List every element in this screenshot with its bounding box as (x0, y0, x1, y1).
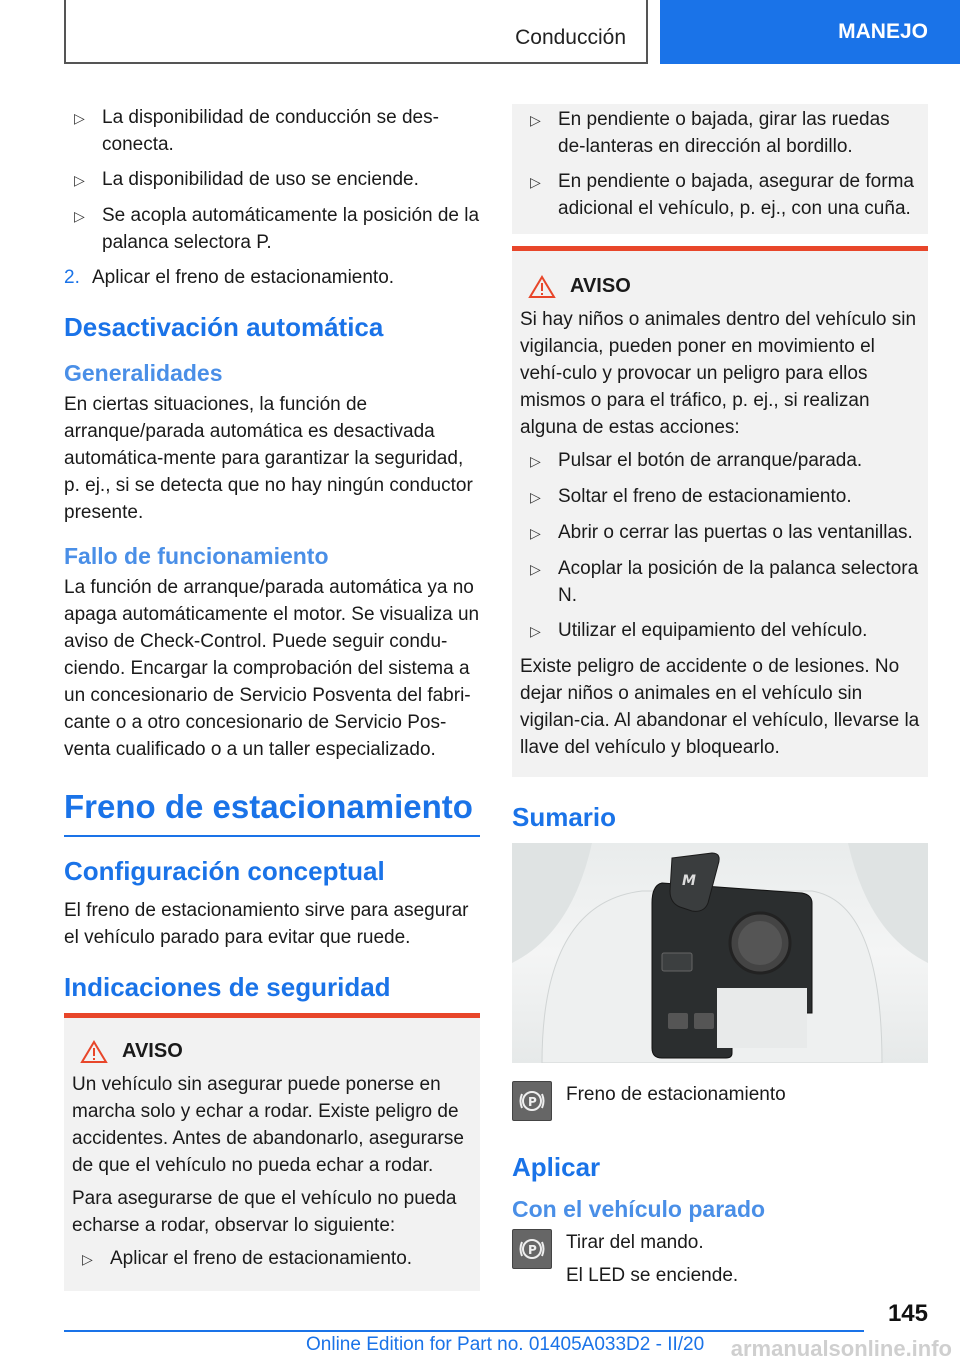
header-section-box (64, 0, 648, 64)
list-item (520, 168, 920, 222)
warning-title-text: AVISO (570, 275, 631, 297)
list-item-text: Se acopla automáticamente la posición de la palanca selectora P. (102, 205, 480, 253)
figure-caption-row (512, 1081, 928, 1121)
list-item (520, 555, 920, 609)
list-item (520, 519, 920, 547)
warning-title (72, 1038, 472, 1065)
triangle-bullet-icon: ▷ (530, 112, 541, 128)
warning-title-text: AVISO (122, 1040, 183, 1062)
heading-aplicar: Aplicar (512, 1152, 601, 1182)
list-item (64, 104, 480, 158)
list-item (520, 617, 920, 645)
triangle-bullet-icon: ▷ (74, 110, 85, 126)
warning-paragraph: Para asegurarse de que el vehículo no pueda echarse a rodar, observar lo siguiente: (72, 1188, 457, 1236)
triangle-bullet-icon: ▷ (530, 453, 541, 469)
list-item-text: La disponibilidad de uso se enciende. (102, 169, 419, 190)
paragraph-fallo: La función de arranque/parada automática ya no apaga automáticamente el motor. Se visualiza un aviso de Check-Control. Puede seguir condu-ciendo. Encargar la comprobación del sistema a un concesionario de Servicio Posventa del fabri-cante o a otro concesionario de Servicio Pos-venta cualificado o a un taller especializado. (64, 577, 480, 760)
list-item-text: Utilizar el equipamiento del vehículo. (558, 620, 868, 641)
figure-caption: Freno de estacionamiento (566, 1084, 786, 1105)
center-console-figure (512, 843, 928, 1063)
step-result: El LED se enciende. (566, 1265, 739, 1286)
heading-configuracion: Configuración conceptual (64, 856, 385, 886)
header-chapter-label: MANEJO (838, 20, 928, 43)
list-item-text: Aplicar el freno de estacionamiento. (110, 1248, 413, 1269)
step-number: 2. (64, 267, 80, 288)
svg-text:P: P (528, 1243, 537, 1257)
list-item-text: La disponibilidad de conducción se des-conecta. (102, 107, 439, 155)
triangle-bullet-icon: ▷ (530, 489, 541, 505)
numbered-step (64, 264, 480, 291)
left-column (64, 104, 480, 1291)
triangle-bullet-icon: ▷ (530, 561, 541, 577)
triangle-bullet-icon: ▷ (530, 623, 541, 639)
step-text-block (566, 1229, 738, 1295)
warning-title (520, 273, 920, 300)
header-section-title: Conducción (515, 26, 626, 49)
list-item (72, 1245, 472, 1273)
heading-fallo: Fallo de funcionamiento (64, 543, 329, 569)
heading-vehiculo-parado: Con el vehículo parado (512, 1196, 766, 1222)
watermark: armanualsonline.info (730, 1336, 952, 1361)
triangle-bullet-icon: ▷ (82, 1251, 93, 1267)
list-item (64, 202, 480, 256)
svg-text:P: P (528, 1095, 537, 1109)
heading-sumario: Sumario (512, 802, 617, 832)
list-item-text: En pendiente o bajada, asegurar de forma adicional el vehículo, p. ej., con una cuña. (558, 171, 914, 219)
warning-paragraph: Existe peligro de accidente o de lesiones. No dejar niños o animales en el vehículo sin vigilan-cia. Al abandonar el vehículo, llevarse la llave del vehículo y bloquearlo. (520, 656, 920, 758)
triangle-bullet-icon: ▷ (530, 525, 541, 541)
footer-edition: Online Edition for Part no. 01405A033D2 - II/20 (306, 1334, 705, 1355)
svg-text:M: M (682, 873, 696, 889)
list-item (520, 483, 920, 511)
paragraph-configuracion: El freno de estacionamiento sirve para asegurar el vehículo parado para evitar que ruede. (64, 900, 469, 948)
warning-triangle-icon (528, 275, 556, 299)
triangle-bullet-icon: ▷ (530, 174, 541, 190)
list-item-text: En pendiente o bajada, girar las ruedas de-lanteras en dirección al bordillo. (558, 109, 890, 157)
heading-generalidades: Generalidades (64, 360, 223, 386)
step-text: Aplicar el freno de estacionamiento. (92, 267, 395, 288)
warning-paragraph: Si hay niños o animales dentro del vehículo sin vigilancia, pueden poner en movimiento el vehí-culo y provocar un peligro para ellos mismos o para el tráfico, p. ej., si realizan alguna de estas acciones: (520, 309, 917, 438)
warning-box (512, 246, 928, 777)
heading-freno-estacionamiento: Freno de estacionamiento (64, 787, 480, 837)
parking-brake-icon (512, 1229, 552, 1269)
header-chapter-tab[interactable] (660, 0, 960, 64)
heading-indicaciones: Indicaciones de seguridad (64, 972, 391, 1002)
triangle-bullet-icon: ▷ (74, 172, 85, 188)
heading-desactivacion: Desactivación automática (64, 312, 384, 342)
warning-paragraph: Un vehículo sin asegurar puede ponerse en marcha solo y echar a rodar. Existe peligro de accidentes. Antes de abandonarlo, asegurarse de que el vehículo no pueda echar a rodar. (72, 1074, 464, 1176)
list-item-text: Acoplar la posición de la palanca selectora N. (558, 558, 919, 606)
list-item (64, 166, 480, 194)
center-console-illustration (512, 843, 928, 1063)
list-item-text: Pulsar el botón de arranque/parada. (558, 450, 863, 471)
paragraph-generalidades: En ciertas situaciones, la función de arranque/parada automática es desactivada automática-mente para garantizar la seguridad, p. ej., si se detecta que no hay ningún conductor presente. (64, 394, 473, 523)
list-item-text: Abrir o cerrar las puertas o las ventanillas. (558, 522, 913, 543)
continued-box (512, 104, 928, 234)
right-column (512, 104, 928, 1295)
list-item (520, 447, 920, 475)
page-number: 145 (887, 1300, 928, 1327)
warning-triangle-icon (80, 1040, 108, 1064)
parking-brake-icon (512, 1081, 552, 1121)
step-row (512, 1229, 928, 1295)
list-item-text: Soltar el freno de estacionamiento. (558, 486, 852, 507)
list-item (520, 106, 920, 160)
footer-divider (64, 1330, 864, 1332)
warning-box (64, 1013, 480, 1291)
triangle-bullet-icon: ▷ (74, 208, 85, 224)
step-instruction: Tirar del mando. (566, 1232, 704, 1253)
